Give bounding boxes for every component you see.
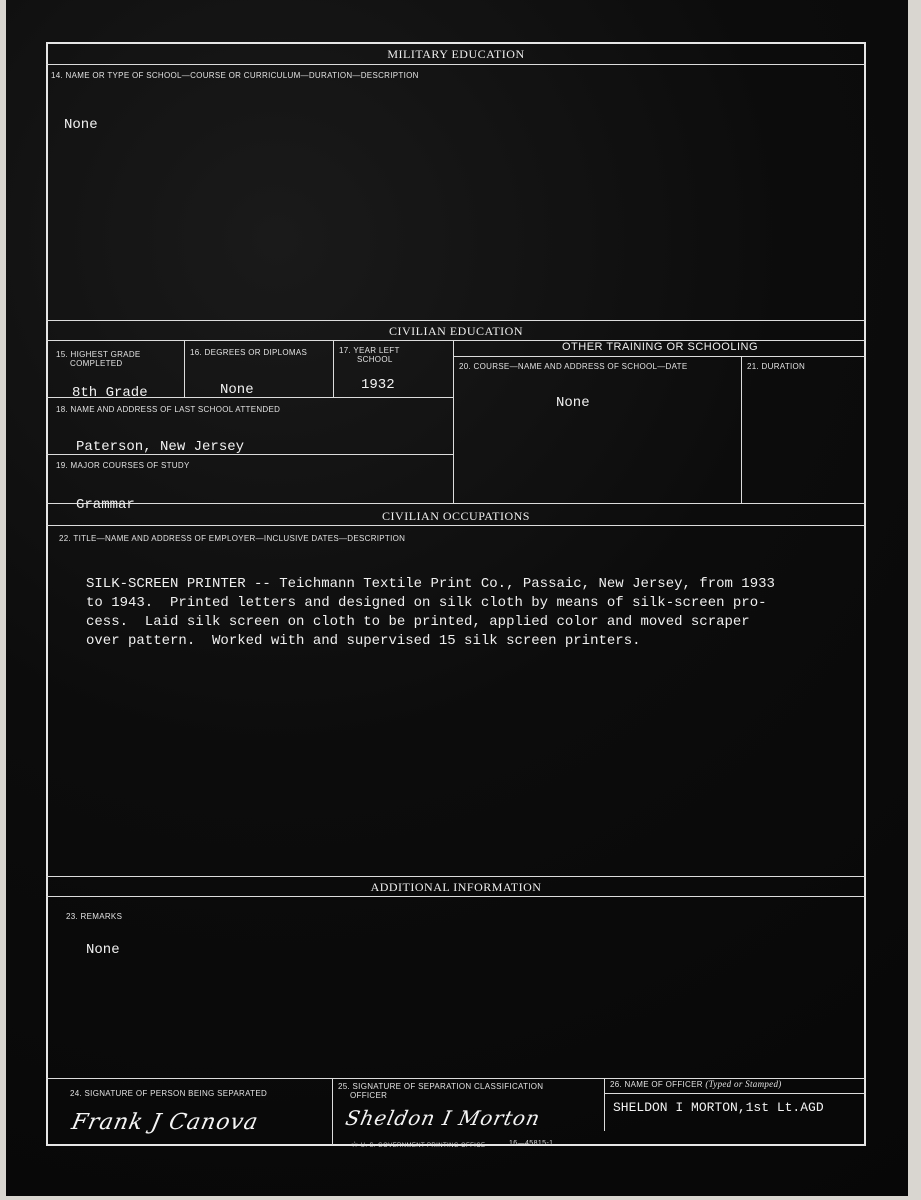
document-page <box>6 0 908 1196</box>
civilian-education-header: CIVILIAN EDUCATION <box>389 324 523 338</box>
divider <box>453 341 454 503</box>
divider <box>184 341 185 397</box>
occupation-line: over pattern. Worked with and supervised 15 silk screen printers. <box>86 633 641 649</box>
field18-label: 18. NAME AND ADDRESS OF LAST SCHOOL ATTENDED <box>56 405 281 414</box>
form-number: 16—45815-1 <box>509 1140 554 1147</box>
field26-label: 26. NAME OF OFFICER (Typed or Stamped) <box>610 1079 782 1089</box>
civilian-occupations-header: CIVILIAN OCCUPATIONS <box>382 509 530 523</box>
divider <box>46 454 453 455</box>
other-training-header: OTHER TRAINING OR SCHOOLING <box>561 341 759 353</box>
field15-value: 8th Grade <box>72 385 148 401</box>
field24-label: 24. SIGNATURE OF PERSON BEING SEPARATED <box>70 1089 268 1098</box>
signature-person-separated: Frank J Canova <box>69 1110 261 1135</box>
divider <box>741 357 742 503</box>
divider <box>604 1093 866 1094</box>
divider <box>454 356 866 357</box>
field17-label: 17. YEAR LEFT SCHOOL <box>339 346 400 364</box>
divider <box>46 320 866 321</box>
field15-label: 15. HIGHEST GRADE COMPLETED <box>56 350 141 368</box>
field26-value: SHELDON I MORTON,1st Lt.AGD <box>613 1100 824 1115</box>
field23-value: None <box>86 942 120 958</box>
field22-label: 22. TITLE—NAME AND ADDRESS OF EMPLOYER—INCLUSIVE DATES—DESCRIPTION <box>59 534 406 543</box>
signature-classification-officer: Sheldon I Morton <box>343 1106 543 1130</box>
printing-office-line: ☆ U. S. GOVERNMENT PRINTING OFFICE <box>351 1140 486 1149</box>
field20-label: 20. COURSE—NAME AND ADDRESS OF SCHOOL—DATE <box>459 362 688 371</box>
divider <box>46 397 453 398</box>
field20-value: None <box>556 395 590 411</box>
field18-value: Paterson, New Jersey <box>76 439 245 455</box>
divider <box>46 876 866 877</box>
field16-value: None <box>220 382 254 398</box>
divider <box>332 1079 333 1145</box>
divider <box>333 341 334 397</box>
divider <box>46 525 866 526</box>
field23-label: 23. REMARKS <box>66 912 123 921</box>
field14-label: 14. NAME OR TYPE OF SCHOOL—COURSE OR CURRICULUM—DURATION—DESCRIPTION <box>51 71 419 80</box>
occupation-description <box>86 575 856 651</box>
field25-label: 25. SIGNATURE OF SEPARATION CLASSIFICATION OFFICER <box>338 1082 544 1100</box>
additional-information-header: ADDITIONAL INFORMATION <box>370 880 542 894</box>
divider <box>46 64 866 65</box>
military-education-header: MILITARY EDUCATION <box>387 47 525 61</box>
field17-value: 1932 <box>361 377 395 393</box>
divider <box>46 503 866 504</box>
divider <box>46 896 866 897</box>
occupation-line: SILK-SCREEN PRINTER -- Teichmann Textile Print Co., Passaic, New Jersey, from 1933 <box>86 576 775 592</box>
field19-label: 19. MAJOR COURSES OF STUDY <box>56 461 190 470</box>
field16-label: 16. DEGREES OR DIPLOMAS <box>190 348 308 357</box>
star-icon: ☆ <box>351 1140 359 1149</box>
field14-value: None <box>64 117 98 133</box>
field21-label: 21. DURATION <box>747 362 806 371</box>
occupation-line: to 1943. Printed letters and designed on silk cloth by means of silk-screen pro- <box>86 595 767 611</box>
occupation-line: cess. Laid silk screen on cloth to be printed, applied color and moved scraper <box>86 614 750 630</box>
field19-value: Grammar <box>76 497 135 513</box>
divider <box>604 1079 605 1131</box>
